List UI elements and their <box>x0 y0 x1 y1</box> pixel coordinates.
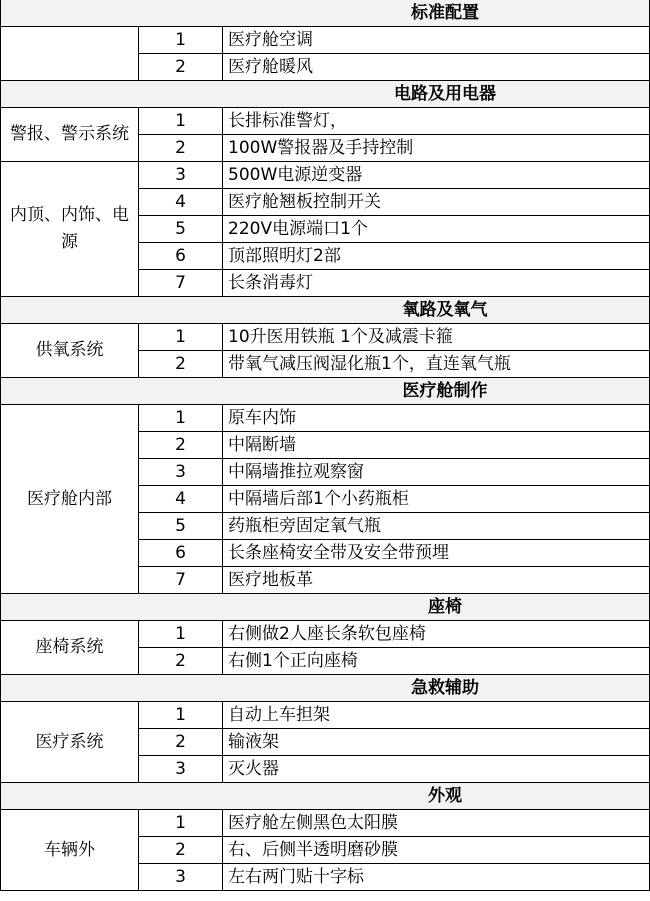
item-number: 1 <box>139 810 223 837</box>
section-header-row <box>1 81 650 108</box>
item-number: 2 <box>139 648 223 675</box>
item-number: 5 <box>139 216 223 243</box>
item-description: 220V电源端口1个 <box>223 216 650 243</box>
item-number: 3 <box>139 756 223 783</box>
item-description: 顶部照明灯2部 <box>223 243 650 270</box>
section-header-row <box>1 0 650 27</box>
item-description: 药瓶柜旁固定氧气瓶 <box>223 513 650 540</box>
table-row <box>1 162 650 189</box>
section-title: 座椅 <box>1 594 650 621</box>
item-number: 2 <box>139 432 223 459</box>
item-number: 1 <box>139 405 223 432</box>
item-description: 中隔墙后部1个小药瓶柜 <box>223 486 650 513</box>
item-description: 长条座椅安全带及安全带预埋 <box>223 540 650 567</box>
category-cell: 座椅系统 <box>1 621 139 675</box>
category-cell: 医疗系统 <box>1 702 139 783</box>
item-number: 7 <box>139 567 223 594</box>
item-description: 输液架 <box>223 729 650 756</box>
table-row <box>1 405 650 432</box>
category-cell: 医疗舱内部 <box>1 405 139 594</box>
table-row <box>1 621 650 648</box>
item-number: 5 <box>139 513 223 540</box>
table-row <box>1 702 650 729</box>
equipment-table-body <box>1 0 650 891</box>
category-cell: 供氧系统 <box>1 324 139 378</box>
category-cell: 车辆外 <box>1 810 139 891</box>
item-description: 中隔断墙 <box>223 432 650 459</box>
category-cell: 警报、警示系统 <box>1 108 139 162</box>
item-description: 医疗地板革 <box>223 567 650 594</box>
item-description: 医疗舱暖风 <box>223 54 650 81</box>
item-description: 灭火器 <box>223 756 650 783</box>
item-description: 长条消毒灯 <box>223 270 650 297</box>
item-number: 2 <box>139 135 223 162</box>
table-row <box>1 324 650 351</box>
item-number: 2 <box>139 351 223 378</box>
item-description: 医疗舱翘板控制开关 <box>223 189 650 216</box>
section-header-row <box>1 783 650 810</box>
item-description: 右侧做2人座长条软包座椅 <box>223 621 650 648</box>
section-header-row <box>1 675 650 702</box>
item-number: 6 <box>139 540 223 567</box>
section-title: 氧路及氧气 <box>1 297 650 324</box>
item-description: 带氧气减压阀湿化瓶1个，直连氧气瓶 <box>223 351 650 378</box>
item-description: 自动上车担架 <box>223 702 650 729</box>
item-number: 7 <box>139 270 223 297</box>
item-number: 1 <box>139 702 223 729</box>
item-description: 医疗舱左侧黑色太阳膜 <box>223 810 650 837</box>
item-description: 右侧1个正向座椅 <box>223 648 650 675</box>
table-row <box>1 108 650 135</box>
item-number: 2 <box>139 837 223 864</box>
item-description: 10升医用铁瓶 1个及减震卡箍 <box>223 324 650 351</box>
category-cell: 内顶、内饰、电源 <box>1 162 139 297</box>
item-description: 长排标准警灯， <box>223 108 650 135</box>
item-number: 1 <box>139 621 223 648</box>
section-header-row <box>1 594 650 621</box>
table-row <box>1 810 650 837</box>
item-number: 1 <box>139 27 223 54</box>
item-description: 中隔墙推拉观察窗 <box>223 459 650 486</box>
item-number: 3 <box>139 459 223 486</box>
item-number: 2 <box>139 729 223 756</box>
section-header-row <box>1 378 650 405</box>
item-number: 1 <box>139 324 223 351</box>
table-row <box>1 27 650 54</box>
item-description: 500W电源逆变器 <box>223 162 650 189</box>
item-number: 1 <box>139 108 223 135</box>
section-title: 医疗舱制作 <box>1 378 650 405</box>
item-number: 2 <box>139 54 223 81</box>
section-title: 急救辅助 <box>1 675 650 702</box>
section-title: 外观 <box>1 783 650 810</box>
item-description: 左右两门贴十字标 <box>223 864 650 891</box>
item-number: 4 <box>139 189 223 216</box>
category-cell <box>1 27 139 81</box>
item-description: 100W警报器及手持控制 <box>223 135 650 162</box>
item-description: 医疗舱空调 <box>223 27 650 54</box>
item-description: 右、后侧半透明磨砂膜 <box>223 837 650 864</box>
item-number: 3 <box>139 864 223 891</box>
section-title: 电路及用电器 <box>1 81 650 108</box>
item-description: 原车内饰 <box>223 405 650 432</box>
section-header-row <box>1 297 650 324</box>
section-title: 标准配置 <box>1 0 650 27</box>
item-number: 3 <box>139 162 223 189</box>
item-number: 6 <box>139 243 223 270</box>
item-number: 4 <box>139 486 223 513</box>
